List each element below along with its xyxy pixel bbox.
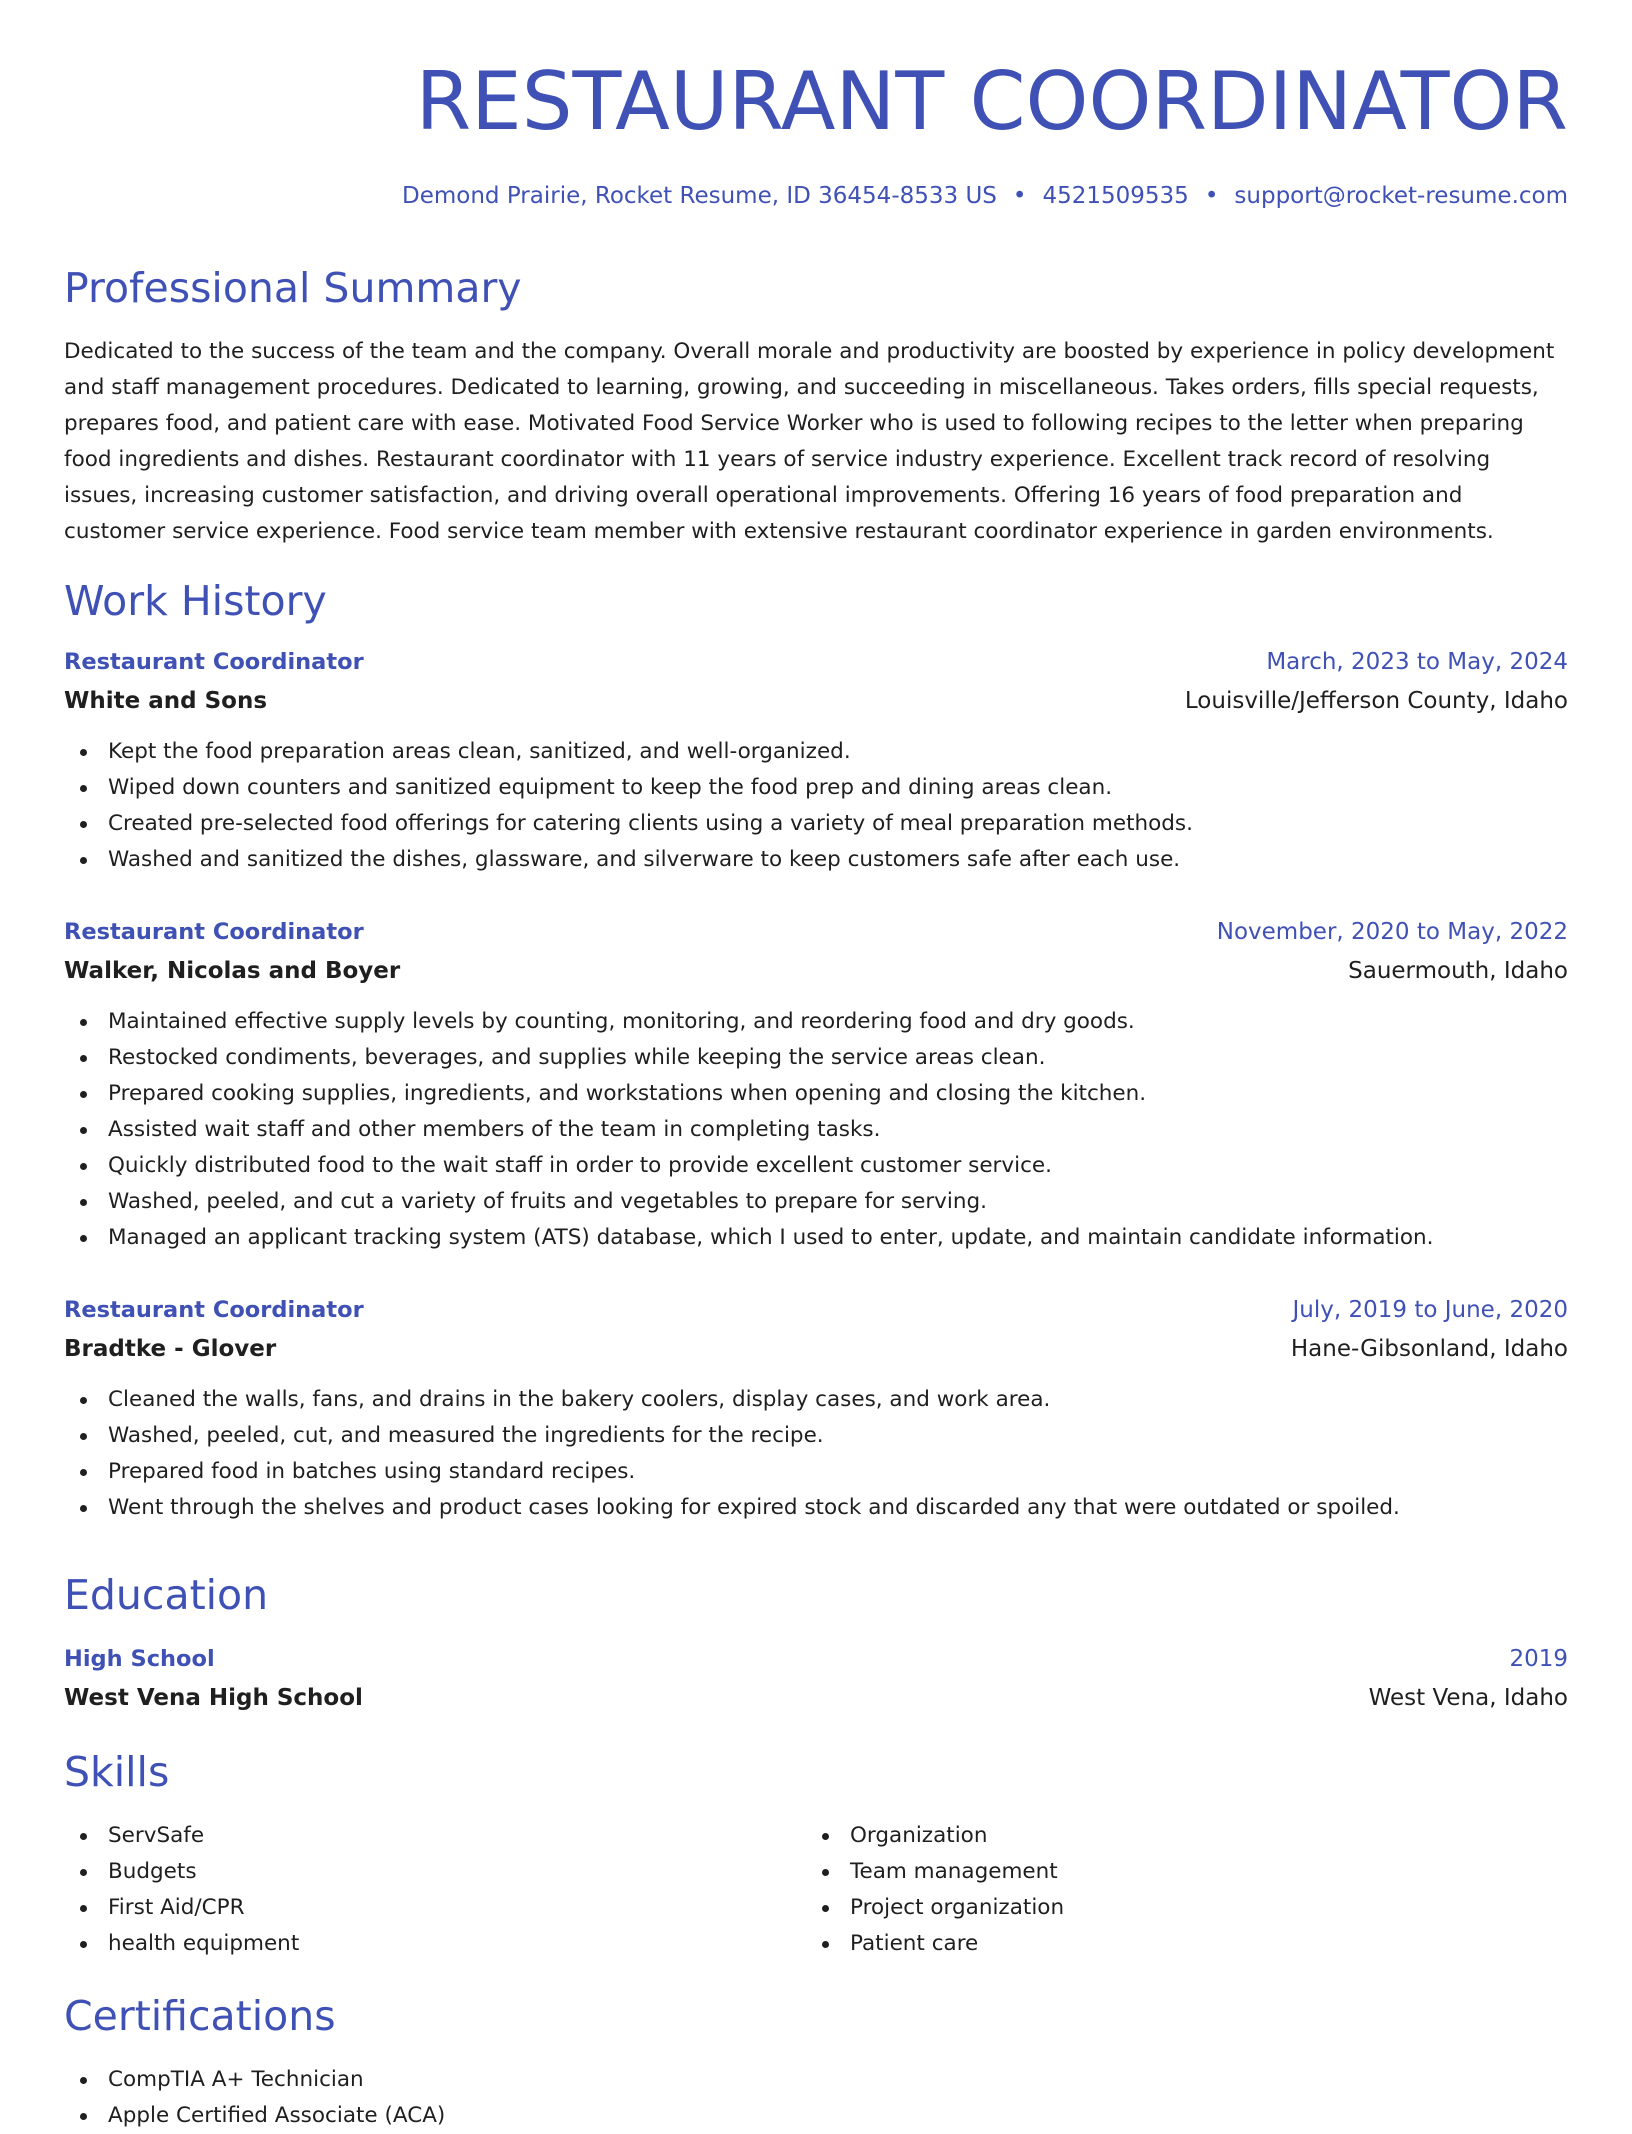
contact-line xyxy=(402,180,1568,212)
skill-item: Organization xyxy=(806,1818,1506,1854)
contact-email: support@rocket-resume.com xyxy=(1234,183,1568,209)
list-item: Kept the food preparation areas clean, sanitized, and well-organized. xyxy=(64,734,1568,770)
job-dates: March, 2023 to May, 2024 xyxy=(1266,649,1568,675)
job-header-row xyxy=(64,914,1568,952)
job-entry xyxy=(64,1292,1568,1526)
job-title: Restaurant Coordinator xyxy=(64,1297,364,1323)
job-company: Bradtke - Glover xyxy=(64,1336,277,1362)
contact-separator: • xyxy=(1012,183,1027,209)
education-heading: Education xyxy=(64,1571,269,1619)
skills-list-right xyxy=(806,1818,1506,1962)
list-item: Went through the shelves and product cases looking for expired stock and discarded any that were outdated or spoiled. xyxy=(64,1490,1568,1526)
job-company-row xyxy=(64,1330,1568,1368)
education-school: West Vena High School xyxy=(64,1685,363,1711)
list-item: Restocked condiments, beverages, and supplies while keeping the service areas clean. xyxy=(64,1040,1568,1076)
job-entry xyxy=(64,914,1568,1256)
job-location: Sauermouth, Idaho xyxy=(1348,958,1568,984)
list-item: Managed an applicant tracking system (ATS) database, which I used to enter, update, and maintain candidate information. xyxy=(64,1220,1568,1256)
job-entry xyxy=(64,644,1568,878)
skill-item: Project organization xyxy=(806,1890,1506,1926)
education-degree: High School xyxy=(64,1646,215,1672)
skills-list-left xyxy=(64,1818,764,1962)
job-duties-list xyxy=(64,1004,1568,1256)
education-location: West Vena, Idaho xyxy=(1368,1685,1568,1711)
job-duties-list xyxy=(64,1382,1568,1526)
list-item: Washed, peeled, and cut a variety of fruits and vegetables to prepare for serving. xyxy=(64,1184,1568,1220)
certification-item: CompTIA A+ Technician xyxy=(64,2062,1568,2098)
skill-item: health equipment xyxy=(64,1926,764,1962)
job-duties-list xyxy=(64,734,1568,878)
list-item: Created pre-selected food offerings for catering clients using a variety of meal preparation methods. xyxy=(64,806,1568,842)
skill-item: Budgets xyxy=(64,1854,764,1890)
job-title: Restaurant Coordinator xyxy=(64,649,364,675)
list-item: Washed, peeled, cut, and measured the ingredients for the recipe. xyxy=(64,1418,1568,1454)
list-item: Cleaned the walls, fans, and drains in the bakery coolers, display cases, and work area. xyxy=(64,1382,1568,1418)
list-item: Quickly distributed food to the wait staff in order to provide excellent customer service. xyxy=(64,1148,1568,1184)
summary-heading: Professional Summary xyxy=(64,264,522,312)
job-company-row xyxy=(64,952,1568,990)
job-dates: November, 2020 to May, 2022 xyxy=(1216,919,1568,945)
certifications-list xyxy=(64,2062,1568,2134)
job-company-row xyxy=(64,682,1568,720)
resume-title: RESTAURANT COORDINATOR xyxy=(415,55,1568,148)
skill-item: ServSafe xyxy=(64,1818,764,1854)
job-dates: July, 2019 to June, 2020 xyxy=(1292,1297,1568,1323)
contact-separator: • xyxy=(1204,183,1219,209)
list-item: Prepared cooking supplies, ingredients, and workstations when opening and closing the kitchen. xyxy=(64,1076,1568,1112)
job-header-row xyxy=(64,1292,1568,1330)
education-header-row xyxy=(64,1641,1568,1679)
job-location: Hane-Gibsonland, Idaho xyxy=(1290,1336,1568,1362)
education-entry xyxy=(64,1641,1568,1717)
job-company: Walker, Nicolas and Boyer xyxy=(64,958,401,984)
job-title: Restaurant Coordinator xyxy=(64,919,364,945)
skills-heading: Skills xyxy=(64,1748,170,1796)
skill-item: Team management xyxy=(806,1854,1506,1890)
job-company: White and Sons xyxy=(64,688,268,714)
contact-phone: 4521509535 xyxy=(1042,183,1189,209)
skill-item: Patient care xyxy=(806,1926,1506,1962)
education-year: 2019 xyxy=(1509,1646,1568,1672)
work-history-heading: Work History xyxy=(64,577,327,625)
job-header-row xyxy=(64,644,1568,682)
list-item: Assisted wait staff and other members of the team in completing tasks. xyxy=(64,1112,1568,1148)
job-location: Louisville/Jefferson County, Idaho xyxy=(1184,688,1568,714)
certification-item: Apple Certified Associate (ACA) xyxy=(64,2098,1568,2134)
skill-item: First Aid/CPR xyxy=(64,1890,764,1926)
list-item: Washed and sanitized the dishes, glassware, and silverware to keep customers safe after each use. xyxy=(64,842,1568,878)
list-item: Prepared food in batches using standard recipes. xyxy=(64,1454,1568,1490)
contact-address: Demond Prairie, Rocket Resume, ID 36454-8533 US xyxy=(402,183,997,209)
certifications-heading: Certifications xyxy=(64,1992,336,2040)
summary-text: Dedicated to the success of the team and the company. Overall morale and productivity are boosted by experience in policy development and staff management procedures. Dedicated to learning, growing, and succeeding in miscellaneous. Takes orders, fills special requests, prepares food, and patient care with ease. Motivated Food Service Worker who is used to following recipes to the letter when preparing food ingredients and dishes. Restaurant coordinator with 11 years of service industry experience. Excellent track record of resolving issues, increasing customer satisfaction, and driving overall operational improvements. Offering 16 years of food preparation and customer service experience. Food service team member with extensive restaurant coordinator experience in garden environments. xyxy=(64,339,1555,544)
education-school-row xyxy=(64,1679,1568,1717)
list-item: Wiped down counters and sanitized equipment to keep the food prep and dining areas clean. xyxy=(64,770,1568,806)
list-item: Maintained effective supply levels by counting, monitoring, and reordering food and dry goods. xyxy=(64,1004,1568,1040)
